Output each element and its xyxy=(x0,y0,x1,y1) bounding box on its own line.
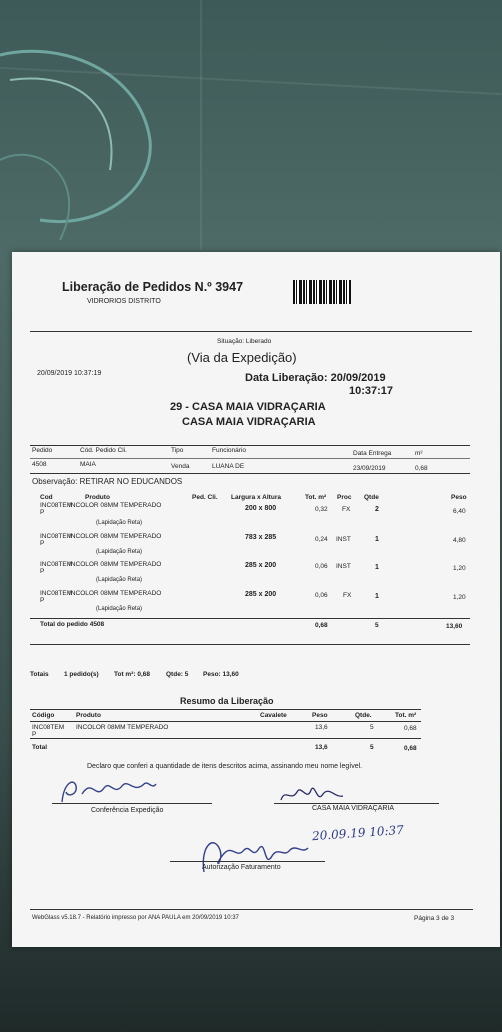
totals-qtde: Qtde: 5 xyxy=(166,671,189,678)
col-proc: Proc xyxy=(337,494,352,501)
declaration-text: Declaro que conferi a quantidade de itens descritos acima, assinando meu nome legível. xyxy=(87,763,363,770)
row-peso: 6,40 xyxy=(453,508,466,515)
col-qtde: Qtde xyxy=(364,494,379,501)
row-cod-suffix: P xyxy=(40,540,45,547)
page-number: Página 3 de 3 xyxy=(414,915,455,922)
via-label: (Via da Expedição) xyxy=(187,350,297,365)
row-cod: INC08TEM xyxy=(40,533,73,540)
row-produto: INCOLOR 08MM TEMPERADO xyxy=(69,502,162,509)
order-total-qtde: 5 xyxy=(375,622,379,629)
row-m2: 0,06 xyxy=(315,592,328,599)
signature-line xyxy=(274,803,439,804)
summary-total-m2: 0,68 xyxy=(404,745,417,752)
summary-row-peso: 13,6 xyxy=(315,724,328,731)
signature-label-conferencia: Conferência Expedição xyxy=(91,807,164,814)
divider xyxy=(30,458,470,459)
col-data-entrega: Data Entrega xyxy=(353,450,392,457)
release-date: Data Liberação: 20/09/2019 xyxy=(245,372,386,384)
row-proc: INST xyxy=(336,563,351,570)
divider xyxy=(30,909,473,910)
row-produto: INCOLOR 08MM TEMPERADO xyxy=(69,561,162,568)
divider xyxy=(30,445,470,446)
divider xyxy=(30,738,421,739)
status-text: Situação: Liberado xyxy=(217,338,272,345)
footer-info: WebGlass v5.18.7 - Relatório impresso por ANA PAULA em 20/09/2019 10:37 xyxy=(32,915,239,921)
row-produto: INCOLOR 08MM TEMPERADO xyxy=(69,590,162,597)
summary-row-cod-suffix: P xyxy=(32,731,37,738)
row-qtde: 1 xyxy=(375,593,379,600)
signature-line xyxy=(170,861,325,862)
col-produto: Produto xyxy=(85,494,110,501)
col-peso: Peso xyxy=(451,494,467,501)
col-m2: m² xyxy=(415,450,423,457)
row-peso: 4,80 xyxy=(453,537,466,544)
signature-line xyxy=(52,803,212,804)
document-sheet xyxy=(12,252,500,947)
order-total-label: Total do pedido 4508 xyxy=(40,621,105,628)
divider xyxy=(30,709,421,710)
col-largura-altura: Largura x Altura xyxy=(231,494,281,501)
client-code: 29 - CASA MAIA VIDRAÇARIA xyxy=(170,401,326,413)
col-pedido: Pedido xyxy=(32,447,53,454)
row-peso: 1,20 xyxy=(453,565,466,572)
summary-col-tot-m2: Tot. m² xyxy=(395,712,417,719)
row-proc: FX xyxy=(342,506,351,513)
row-medida: 200 x 800 xyxy=(245,505,277,512)
summary-total-label: Total xyxy=(32,744,48,751)
row-peso: 1,20 xyxy=(453,594,466,601)
totals-label: Totais xyxy=(30,671,49,678)
col-tipo: Tipo xyxy=(171,447,184,454)
col-cod-pedido-cli: Cód. Pedido Cli. xyxy=(80,447,127,454)
col-funcionario: Funcionário xyxy=(212,447,246,454)
summary-col-qtde: Qtde. xyxy=(355,712,372,719)
row-medida: 285 x 200 xyxy=(245,591,277,598)
totals-pedidos: 1 pedido(s) xyxy=(64,671,99,678)
summary-title: Resumo da Liberação xyxy=(180,696,274,706)
pedido-tipo: Venda xyxy=(171,463,190,470)
summary-row-cod: INC08TEM xyxy=(32,724,65,731)
background-tile-line xyxy=(200,0,202,250)
summary-col-peso: Peso xyxy=(312,712,328,719)
row-cod: INC08TEM xyxy=(40,561,73,568)
order-total-peso: 13,60 xyxy=(446,623,463,630)
row-medida: 783 x 285 xyxy=(245,534,277,541)
row-obs: (Lapidação Reta) xyxy=(96,606,143,612)
signature-label-autorizacao: Autorização Faturamento xyxy=(202,864,281,871)
observation: Observação: RETIRAR NO EDUCANDOS xyxy=(32,477,183,486)
pedido-number: 4508 xyxy=(32,461,47,468)
summary-total-qtde: 5 xyxy=(370,744,374,751)
pedido-m2: 0,68 xyxy=(415,465,428,472)
row-obs: (Lapidação Reta) xyxy=(96,577,143,583)
company-name: VIDRORIOS DISTRITO xyxy=(87,298,161,305)
summary-col-codigo: Código xyxy=(32,712,55,719)
summary-col-cavalete: Cavalete xyxy=(260,712,287,719)
row-qtde: 1 xyxy=(375,564,379,571)
row-cod-suffix: P xyxy=(40,509,45,516)
row-obs: (Lapidação Reta) xyxy=(96,549,143,555)
row-m2: 0,24 xyxy=(315,536,328,543)
col-tot-m2: Tot. m² xyxy=(305,494,327,501)
col-cod: Cod xyxy=(40,494,53,501)
row-obs: (Lapidação Reta) xyxy=(96,520,143,526)
release-time: 10:37:17 xyxy=(349,385,394,397)
barcode xyxy=(293,280,351,304)
divider xyxy=(30,721,421,722)
row-cod: INC08TEM xyxy=(40,502,73,509)
row-proc: FX xyxy=(343,592,352,599)
row-cod-suffix: P xyxy=(40,568,45,575)
totals-m2: Tot m²: 0,68 xyxy=(114,671,150,678)
signature-label-cliente: CASA MAIA VIDRAÇARIA xyxy=(312,805,395,812)
summary-row-qtde: 5 xyxy=(370,724,374,731)
row-m2: 0,06 xyxy=(315,563,328,570)
pedido-funcionario: LUANA DE xyxy=(212,463,245,470)
printed-timestamp: 20/09/2019 10:37:19 xyxy=(37,370,102,377)
divider xyxy=(30,644,470,645)
row-cod: INC08TEM xyxy=(40,590,73,597)
document-title: Liberação de Pedidos N.º 3947 xyxy=(62,280,244,294)
row-proc: INST xyxy=(336,536,351,543)
col-ped-cli: Ped. Cli. xyxy=(192,494,218,501)
row-qtde: 2 xyxy=(375,506,379,513)
row-cod-suffix: P xyxy=(40,597,45,604)
order-total-m2: 0,68 xyxy=(315,622,328,629)
summary-total-peso: 13,6 xyxy=(315,744,328,751)
divider xyxy=(30,618,470,619)
row-medida: 285 x 200 xyxy=(245,562,277,569)
row-qtde: 1 xyxy=(375,536,379,543)
summary-row-produto: INCOLOR 08MM TEMPERADO xyxy=(76,724,169,731)
client-name: CASA MAIA VIDRAÇARIA xyxy=(182,416,316,428)
divider xyxy=(30,473,470,474)
summary-row-m2: 0,68 xyxy=(404,725,417,732)
row-produto: INCOLOR 08MM TEMPERADO xyxy=(69,533,162,540)
divider xyxy=(30,331,472,332)
totals-peso: Peso: 13,60 xyxy=(203,671,239,678)
pedido-data-entrega: 23/09/2019 xyxy=(353,465,386,472)
summary-col-produto: Produto xyxy=(76,712,101,719)
row-m2: 0,32 xyxy=(315,506,328,513)
pedido-cliente-code: MAIA xyxy=(80,461,96,468)
handwritten-date: 20.09.19 10:37 xyxy=(311,822,405,844)
